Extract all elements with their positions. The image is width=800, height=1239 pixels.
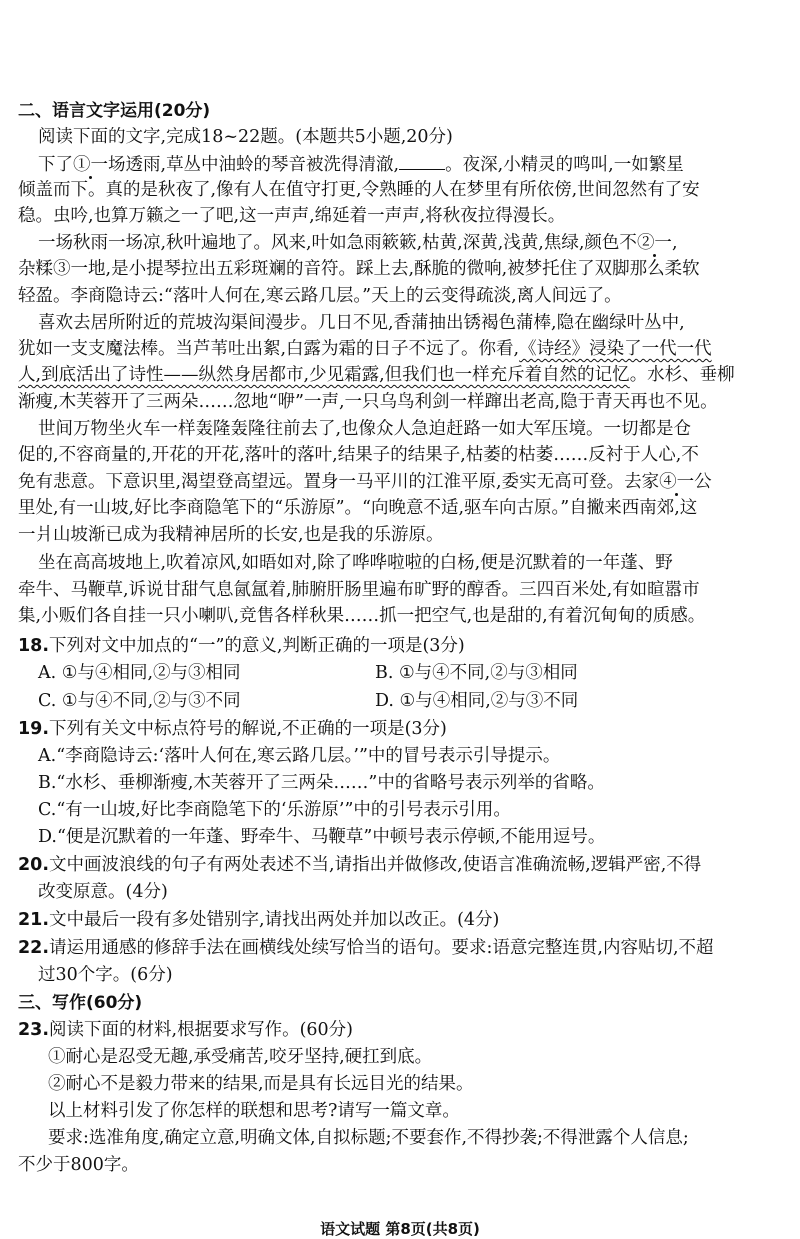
question-18: 18.下列对文中加点的“一”的意义,判断正确的一项是(3分) — [18, 636, 465, 656]
question-22: 22.请运用通感的修辞手法在画横线处续写恰当的语句。要求:语意完整连贯,内容贴切,不超 — [18, 938, 714, 958]
q18-option-c: C. ①与④不同,②与③不同 — [38, 691, 241, 711]
question-22-cont: 过30个字。(6分) — [38, 965, 173, 985]
q18-option-d: D. ①与④相同,②与③不同 — [375, 691, 579, 711]
material-2: ②耐心不是毅力带来的结果,而是具有长远目光的结果。 — [48, 1074, 474, 1094]
q18-option-b: B. ①与④不同,②与③相同 — [375, 663, 578, 683]
question-23: 23.阅读下面的材料,根据要求写作。(60分) — [18, 1020, 354, 1040]
writing-requirements: 要求:选准角度,确定立意,明确文体,自拟标题;不要套作,不得抄袭;不得泄露个人信息; — [48, 1128, 689, 1148]
passage-line: 坐在高高坡地上,吹着凉风,如晤如对,除了哗哗啦啦的白杨,便是沉默着的一年蓬、野 — [38, 553, 673, 573]
fill-blank — [399, 151, 445, 170]
wavy-underlined-sentence: 《诗经》浸染了一代一代 — [519, 339, 712, 359]
wavy-underlined-sentence: 人,到底活出了诗性——纵然身居都市,少见霜露,但我们也一样充斥着自然的记忆 — [18, 365, 630, 385]
dotted-marker-2: ②一 — [636, 233, 672, 253]
passage-line: 集,小贩们各自挂一只小喇叭,竞售各样秋果……抓一把空气,也是甜的,有着沉甸甸的质感。 — [18, 606, 706, 626]
passage-line: 一场秋雨一场凉,秋叶遍地了。风来,叶如急雨簌簌,枯黄,深黄,浅黄,焦绿,颜色不②一, — [38, 233, 678, 253]
q19-option-c: C.“有一山坡,好比李商隐笔下的‘乐游原’”中的引号表示引用。 — [38, 800, 511, 820]
passage-line: 促的,不容商量的,开花的开花,落叶的落叶,结果子的结果子,枯萎的枯萎……反衬于人心,不 — [18, 445, 699, 465]
passage-line: 稳。虫吟,也算万籁之一了吧,这一声声,绵延着一声声,将秋夜拉得漫长。 — [18, 206, 566, 226]
dotted-marker-4: ④一 — [659, 472, 695, 492]
question-20-cont: 改变原意。(4分) — [38, 882, 168, 902]
writing-requirements-cont: 不少于800字。 — [18, 1155, 139, 1175]
dotted-marker-3: 杂糅③一 — [18, 259, 88, 279]
writing-prompt: 以上材料引发了你怎样的联想和思考?请写一篇文章。 — [48, 1101, 460, 1121]
dotted-marker-1: ①一 — [73, 155, 108, 175]
q19-option-b: B.“水杉、垂柳渐瘦,木芙蓉开了三两朵……”中的省略号表示列举的省略。 — [38, 773, 605, 793]
question-21: 21.文中最后一段有多处错别字,请找出两处并加以改正。(4分) — [18, 910, 500, 930]
passage-line: 倾盖而下。真的是秋夜了,像有人在值守打更,令熟睡的人在梦里有所依傍,世间忽然有了安 — [18, 180, 700, 200]
passage-line: 下了①一场透雨,草丛中油蛉的琴音被洗得清澈, 。夜深,小精灵的鸣叫,一如繁星 — [38, 151, 800, 178]
passage-line: 牵牛、马鞭草,诉说甘甜气息氤氲着,肺腑肝肠里遍布旷野的醇香。三四百米处,有如暄嚣市 — [18, 580, 700, 600]
page-footer: 语文试题 第8页(共8页) — [320, 1220, 480, 1238]
question-20: 20.文中画波浪线的句子有两处表述不当,请指出并做修改,使语言准确流畅,逻辑严密,不得 — [18, 855, 702, 875]
section-3-title: 三、写作(60分) — [18, 993, 143, 1013]
passage-line: 渐瘦,木芙蓉开了三两朵……忽地“咿”一声,一只乌鸟利剑一样蹿出老高,隐于青天再也不见。 — [18, 392, 718, 412]
passage-line: 一爿山坡渐已成为我精神居所的长安,也是我的乐游原。 — [18, 525, 444, 545]
q18-option-a: A. ①与④相同,②与③相同 — [38, 663, 241, 683]
q19-option-d: D.“便是沉默着的一年蓬、野牵牛、马鞭草”中顿号表示停顿,不能用逗号。 — [38, 827, 606, 847]
material-1: ①耐心是忍受无趣,承受痛苦,咬牙坚持,硬扛到底。 — [48, 1047, 433, 1067]
passage-line: 喜欢去居所附近的荒坡沟渠间漫步。几日不见,香蒲抽出锈褐色蒲棒,隐在幽绿叶丛中, — [38, 313, 685, 333]
passage-line: 轻盈。李商隐诗云:“落叶人何在,寒云路几层。”天上的云变得疏淡,离人间远了。 — [18, 286, 622, 306]
q19-option-a: A.“李商隐诗云:‘落叶人何在,寒云路几层。’”中的冒号表示引导提示。 — [38, 746, 561, 766]
passage-line: 杂糅③一地,是小提琴拉出五彩斑斓的音符。踩上去,酥脆的微响,被梦托住了双脚那么柔软 — [18, 259, 700, 279]
section-2-title: 二、语言文字运用(20分) — [18, 101, 211, 121]
question-19: 19.下列有关文中标点符号的解说,不正确的一项是(3分) — [18, 719, 447, 739]
passage-line: 犹如一支支魔法棒。当芦苇吐出絮,白露为霜的日子不远了。你看,《诗经》浸染了一代一代 — [18, 339, 712, 359]
reading-instruction: 阅读下面的文字,完成18~22题。(本题共5小题,20分) — [38, 127, 453, 147]
passage-line: 里处,有一山坡,好比李商隐笔下的“乐游原”。“向晚意不适,驱车向古原。”自撇来西南郊,这 — [18, 498, 698, 518]
passage-line: 免有悲意。下意识里,渴望登高望远。置身一马平川的江淮平原,委实无高可登。去家④一公 — [18, 472, 712, 492]
passage-line: 世间万物坐火车一样轰隆轰隆往前去了,也像众人急迫赶路一如大军压境。一切都是仓 — [38, 419, 692, 439]
passage-line: 人,到底活出了诗性——纵然身居都市,少见霜露,但我们也一样充斥着自然的记忆。水杉、垂柳 — [18, 365, 735, 385]
